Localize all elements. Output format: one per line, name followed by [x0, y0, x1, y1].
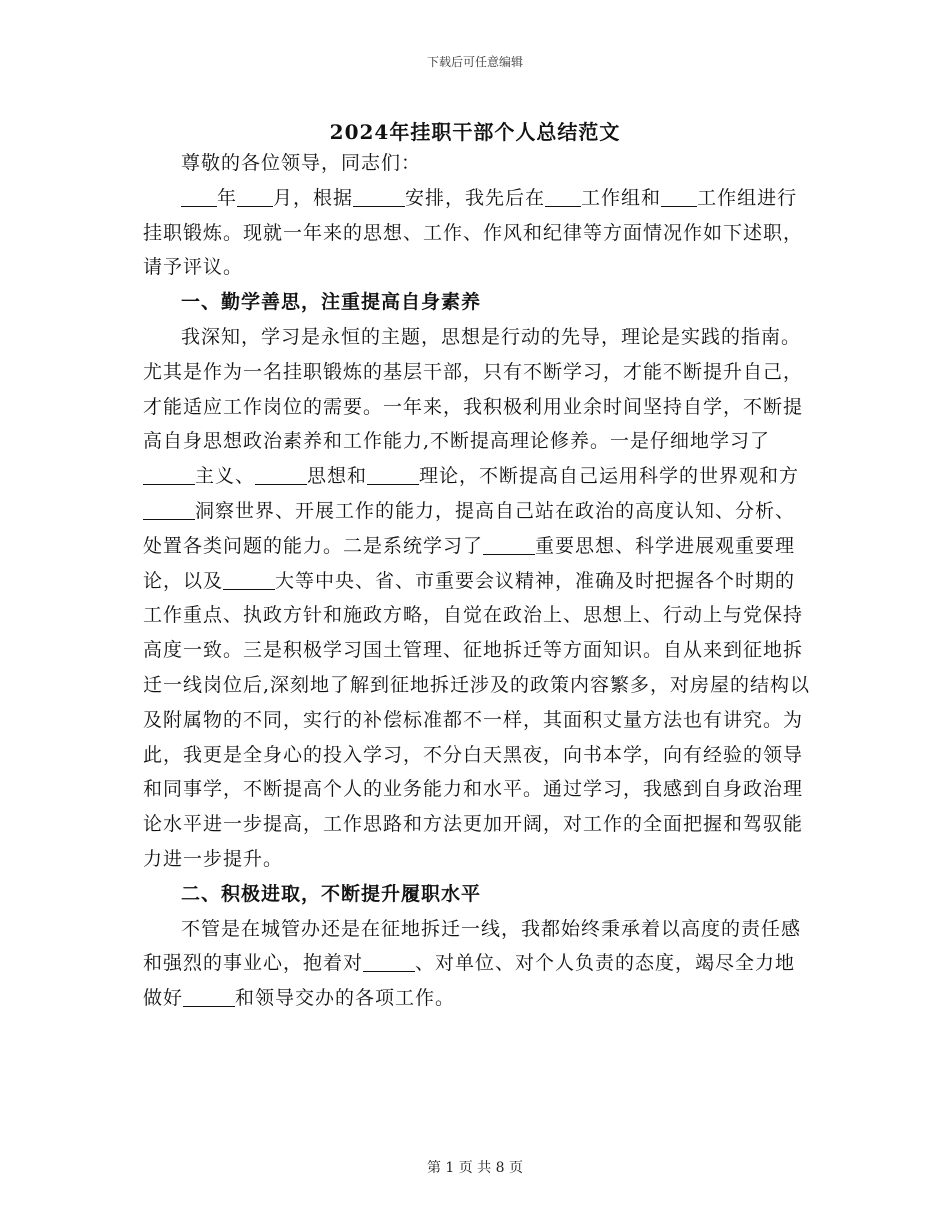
fill-blank [255, 464, 307, 485]
fill-blank [183, 986, 235, 1007]
fill-blank [143, 499, 195, 520]
fill-blank [661, 186, 697, 207]
fill-blank [367, 464, 419, 485]
fill-blank [237, 186, 273, 207]
section-1-heading: 一、勤学善思，注重提高自身素养 [181, 291, 482, 314]
intro-paragraph: 年 月，根据 安排，我先后在 工作组和 工作组进行挂职锻炼。现就一年来的思想、工作、作风和纪律等方面情况作如下述职，请予评议。 [143, 186, 804, 279]
fill-blank [143, 464, 195, 485]
fill-blank [363, 951, 415, 972]
section-2-paragraph: 不管是在城管办还是在征地拆迁一线，我都始终秉承着以高度的责任感和强烈的事业心，抱着对 、对单位、对个人负责的态度，竭尽全力地做好 和领导交办的各项工作。 [143, 917, 802, 1010]
page-number: 第 1 页 共 8 页 [426, 1160, 524, 1176]
fill-blank [223, 569, 275, 590]
fill-blank [181, 186, 217, 207]
section-2-heading: 二、积极进取，不断提升履职水平 [181, 882, 482, 905]
fill-blank [353, 186, 405, 207]
fill-blank [483, 534, 535, 555]
fill-blank [545, 186, 581, 207]
document-title: 2024年挂职干部个人总结范文 [329, 120, 621, 144]
greeting: 尊敬的各位领导，同志们： [181, 152, 422, 174]
document-body [143, 146, 811, 1016]
page-header-note: 下载后可任意编辑 [426, 55, 523, 69]
section-1-paragraph: 我深知，学习是永恒的主题，思想是行动的先导，理论是实践的指南。尤其是作为一名挂职锻炼的基层干部，只有不断学习，才能不断提升自己，才能适应工作岗位的需要。一年来，我积极利用业余时间坚持自学，不断提高自身思想政治素养和工作能力,不断提高理论修养。一是仔细地学习了主义、 思想和 理论，不断提高自己运用科学的世界观和方洞察世界、开展工作的能力，提高自己站在政治的高度认知、分析、处置各类问题的能力。二是系统学习了 重要思想、科学进展观重要理论，以及 大等中央、省、市重要会议精神，准确及时把握各个时期的工作重点、执政方针和施政方略，自觉在政治上、思想上、行动上与党保持高度一致。三是积极学习国土管理、征地拆迁等方面知识。自从来到征地拆迁一线岗位后,深刻地了解到征地拆迁涉及的政策内容繁多，对房屋的结构以及附属物的不同，实行的补偿标准都不一样，其面积丈量方法也有讲究。为此，我更是全身心的投入学习，不分白天黑夜，向书本学，向有经验的领导和同事学，不断提高个人的业务能力和水平。通过学习，我感到自身政治理论水平进一步提高，工作思路和方法更加开阔，对工作的全面把握和驾驭能力进一步提升。 [143, 325, 811, 870]
